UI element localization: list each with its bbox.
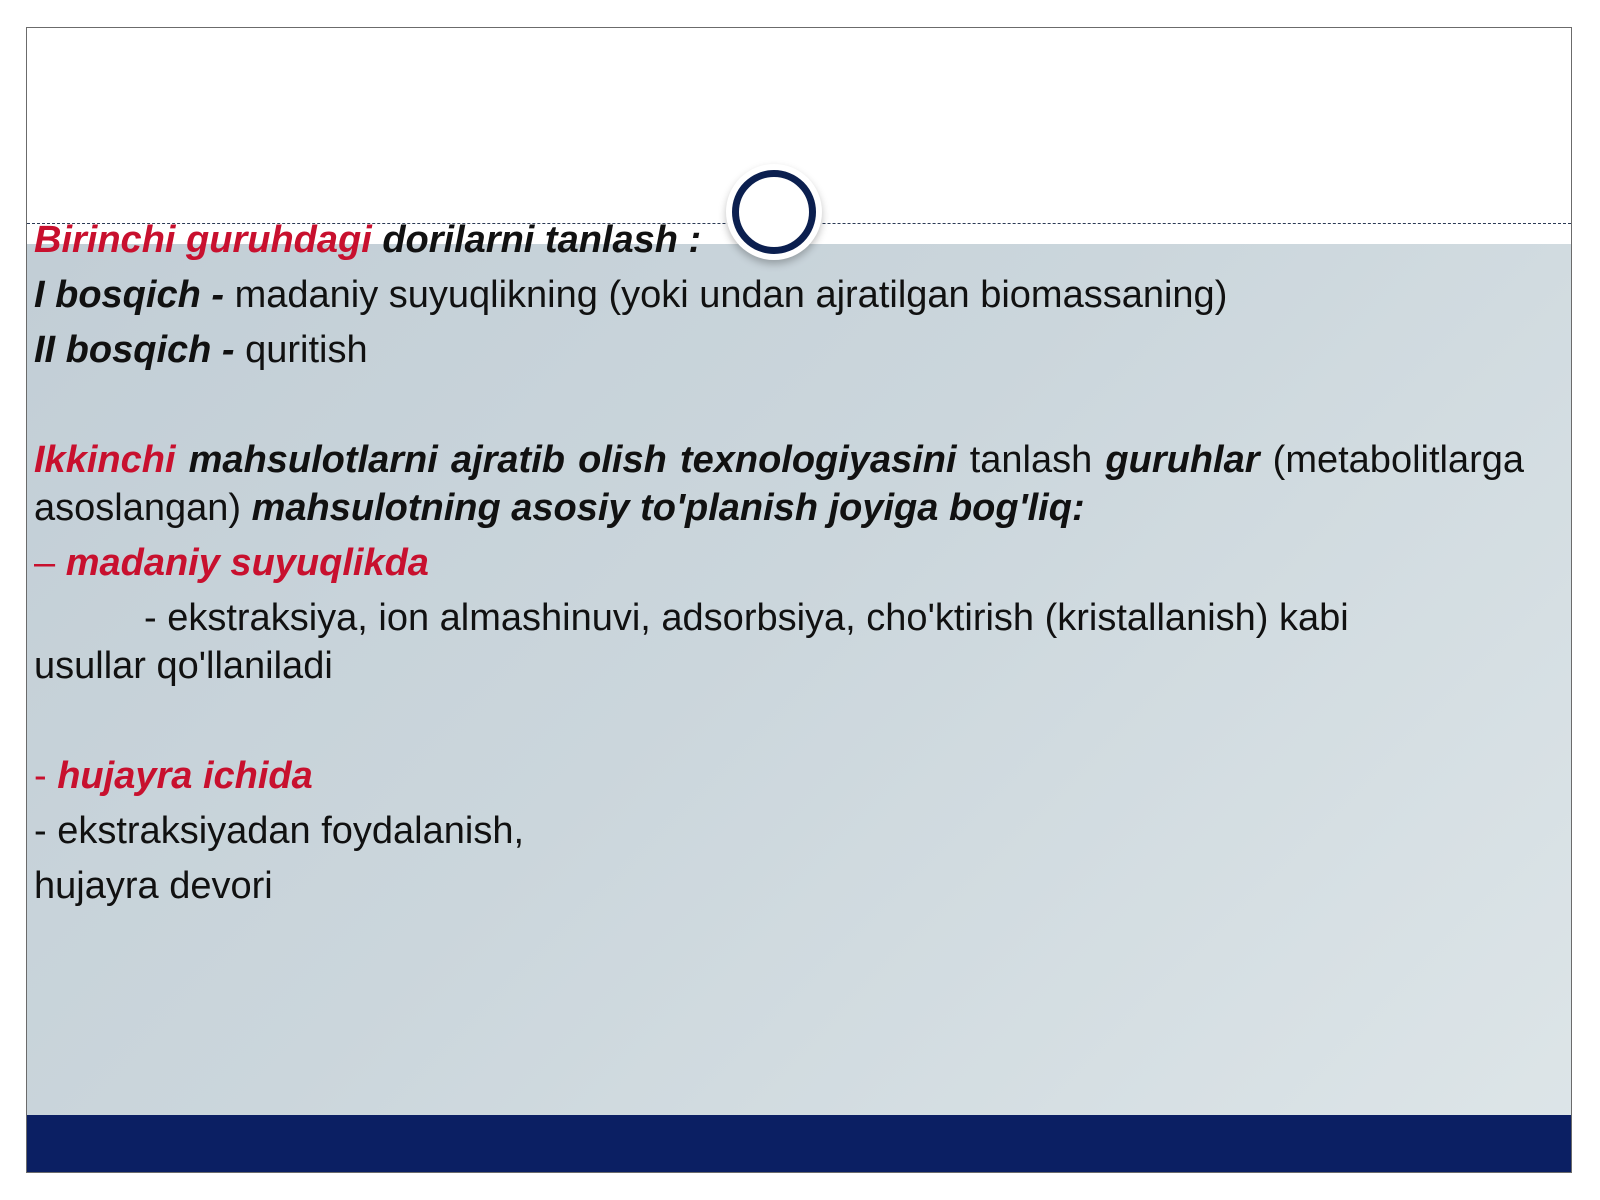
group2-lead-part1: mahsulotlarni ajratib olish texnologiyasini: [175, 439, 970, 481]
stage2-label: II bosqich -: [34, 329, 246, 371]
stage1-line: [34, 271, 1524, 319]
intracellular-line2: hujayra devori: [34, 865, 273, 907]
stage1-text: madaniy suyuqlikning (yoki undan ajratilgan biomassaning): [234, 274, 1228, 316]
slide-body: [34, 216, 1524, 910]
culture-liquid-heading: [34, 539, 1524, 587]
footer-bar: [27, 1115, 1571, 1172]
culture-liquid-dash: –: [34, 542, 66, 584]
stage2-text: quritish: [245, 329, 368, 371]
culture-liquid-label: madaniy suyuqlikda: [65, 542, 429, 584]
group2-paragraph: [34, 436, 1524, 532]
group2-lead-part2: guruhlar: [1105, 439, 1260, 481]
group1-heading-red: Birinchi guruhdagi: [34, 219, 372, 261]
culture-liquid-methods: - ekstraksiya, ion almashinuvi, adsorbsiya, cho'ktirish (kristallanish) kabi: [144, 597, 1349, 639]
stage2-line: [34, 326, 1524, 374]
group2-lead-red: Ikkinchi: [34, 439, 176, 481]
intracellular-label: hujayra ichida: [57, 755, 313, 797]
stage1-label: I bosqich -: [34, 274, 235, 316]
group2-lead-plain: tanlash: [969, 439, 1106, 481]
group2-paren: (metabolitlarga asoslangan): [34, 439, 1525, 529]
intracellular-line1: - ekstraksiyadan foydalanish,: [34, 810, 525, 852]
culture-liquid-methods-cont: usullar qo'llaniladi: [34, 645, 333, 687]
group2-lead-end: mahsulotning asosiy to'planish joyiga bog'liq:: [251, 487, 1085, 529]
intracellular-dash: -: [34, 755, 58, 797]
group1-heading-rest: dorilarni tanlash :: [371, 219, 702, 261]
group1-heading: [34, 216, 1524, 264]
intracellular-heading: [34, 752, 1524, 800]
